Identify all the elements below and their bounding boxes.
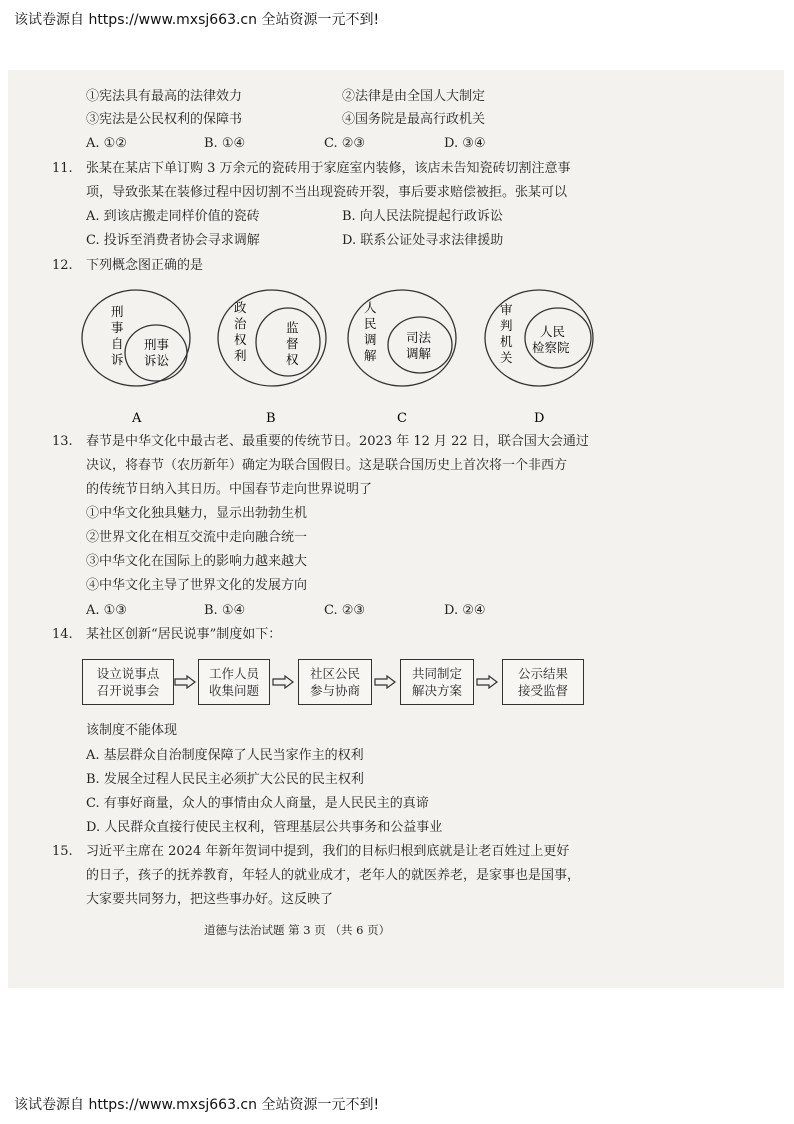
- q14-option-c: C. 有事好商量，众人的事情由众人商量，是人民民主的真谛: [86, 796, 429, 811]
- q14-option-a: A. 基层群众自治制度保障了人民当家作主的权利: [86, 748, 364, 763]
- diagram-b-outer-2: 治: [234, 316, 247, 331]
- flow-arrow-3-icon: [374, 675, 396, 689]
- q13-option-a: A. ①③: [86, 603, 127, 618]
- diagram-d-outer-4: 关: [500, 350, 513, 365]
- q14-option-b: B. 发展全过程人民民主必须扩大公民的民主权利: [86, 772, 364, 787]
- q12-number: 12.: [52, 258, 73, 273]
- q13-stem-line-2: 决议，将春节（农历新年）确定为联合国假日。这是联合国历史上首次将一个非西方: [86, 458, 568, 473]
- diagram-c-letter: C: [397, 411, 407, 426]
- diagram-a-inner-1: 刑事: [144, 337, 170, 352]
- q11-number: 11.: [52, 161, 73, 176]
- diagram-c-inner-1: 司法: [406, 330, 432, 345]
- flow-step-5-line-2: 接受监督: [517, 683, 568, 698]
- q11-stem-line-1: 张某在某店下单订购 3 万余元的瓷砖用于家庭室内装修，该店未告知瓷砖切割注意事: [86, 161, 571, 176]
- q13-option-d: D. ②④: [444, 603, 486, 618]
- diagram-c-outer-2: 民: [364, 316, 377, 331]
- diagram-a-inner-2: 诉讼: [144, 353, 170, 368]
- diagram-b-outer-3: 权: [234, 332, 247, 347]
- diagram-c-inner-2: 调解: [406, 346, 432, 361]
- flow-step-3-line-1: 社区公民: [309, 666, 360, 681]
- q11-option-a: A. 到该店搬走同样价值的瓷砖: [86, 209, 260, 224]
- q13-statement-2: ②世界文化在相互交流中走向融合统一: [86, 530, 308, 545]
- statement-2: ②法律是由全国人大制定: [342, 89, 486, 104]
- q15-stem-line-1: 习近平主席在 2024 年新年贺词中提到，我们的目标归根到底就是让老百姓过上更好: [86, 844, 570, 859]
- q14-prompt: 该制度不能体现: [86, 723, 178, 738]
- q13-statement-3: ③中华文化在国际上的影响力越来越大: [86, 554, 308, 569]
- flow-arrow-1-icon: [174, 675, 196, 689]
- diagram-a-outer-4: 诉: [111, 352, 124, 367]
- q11-option-c: C. 投诉至消费者协会寻求调解: [86, 233, 260, 248]
- flow-step-3: [298, 659, 372, 705]
- diagram-c: [348, 290, 456, 426]
- q15-number: 15.: [52, 844, 73, 859]
- q11-stem-line-2: 项，导致张某在装修过程中因切割不当出现瓷砖开裂，事后要求赔偿被拒。张某可以: [86, 185, 568, 200]
- flow-arrow-2-icon: [272, 675, 294, 689]
- source-banner-top: 该试卷源自 https://www.mxsj663.cn 全站资源一元不到!: [14, 12, 380, 28]
- option-b: B. ①④: [204, 136, 246, 151]
- q15-stem-line-2: 的日子，孩子的抚养教育，年轻人的就业成才，老年人的就医养老，是家事也是国事，: [86, 868, 581, 883]
- diagram-b-letter: B: [266, 411, 276, 426]
- flow-step-2-line-1: 工作人员: [208, 666, 259, 681]
- page-footer: 道德与法治试题 第 3 页 （共 6 页）: [204, 923, 391, 937]
- flow-step-2-line-2: 收集问题: [208, 683, 259, 698]
- q13-number: 13.: [52, 434, 73, 449]
- q14-stem: 某社区创新“居民说事”制度如下：: [86, 627, 282, 642]
- source-banner-bottom: 该试卷源自 https://www.mxsj663.cn 全站资源一元不到!: [14, 1097, 380, 1113]
- flow-step-1-line-2: 召开说事会: [96, 683, 160, 698]
- diagram-d-inner-2: 检察院: [532, 340, 570, 355]
- diagram-d: [485, 290, 593, 426]
- diagram-b-outer-1: 政: [234, 300, 247, 315]
- diagram-b-outer-4: 利: [234, 348, 247, 363]
- q14-number: 14.: [52, 627, 73, 642]
- diagram-d-letter: D: [534, 411, 545, 426]
- diagram-b-inner-2: 督: [286, 336, 299, 351]
- flow-step-5: [502, 659, 584, 705]
- option-d: D. ③④: [444, 136, 486, 151]
- concept-diagrams: [8, 70, 784, 430]
- diagram-a-letter: A: [132, 411, 142, 426]
- q13-stem-line-3: 的传统节日纳入其日历。中国春节走向世界说明了: [86, 482, 373, 497]
- q13-stem-line-1: 春节是中华文化中最古老、最重要的传统节日。2023 年 12 月 22 日，联合国大会通过: [86, 434, 589, 449]
- flow-step-3-line-2: 参与协商: [309, 683, 360, 698]
- flow-step-4-line-1: 共同制定: [411, 666, 462, 681]
- diagram-b-inner-1: 监: [286, 320, 299, 335]
- flow-step-4: [400, 659, 474, 705]
- diagram-c-outer-3: 调: [364, 332, 377, 347]
- diagram-a-outer-2: 事: [111, 320, 124, 335]
- q13-statement-4: ④中华文化主导了世界文化的发展方向: [86, 578, 308, 593]
- q15-stem-line-3: 大家要共同努力，把这些事办好。这反映了: [86, 892, 334, 907]
- diagram-b: [218, 290, 326, 426]
- diagram-a: [82, 290, 190, 426]
- q11-option-d: D. 联系公证处寻求法律援助: [342, 233, 504, 248]
- diagram-b-inner-3: 权: [286, 352, 299, 367]
- statement-1: ①宪法具有最高的法律效力: [86, 89, 243, 104]
- flow-arrow-4-icon: [476, 675, 498, 689]
- flow-step-4-line-2: 解决方案: [411, 683, 462, 698]
- diagram-c-outer-4: 解: [364, 348, 377, 363]
- diagram-a-outer-3: 自: [111, 336, 124, 351]
- q13-option-c: C. ②③: [324, 603, 366, 618]
- diagram-d-outer-2: 判: [500, 318, 513, 333]
- statement-3: ③宪法是公民权利的保障书: [86, 112, 243, 127]
- statement-4: ④国务院是最高行政机关: [342, 112, 486, 127]
- q13-option-b: B. ①④: [204, 603, 246, 618]
- q11-option-b: B. 向人民法院提起行政诉讼: [342, 209, 503, 224]
- q14-option-d: D. 人民群众直接行使民主权利，管理基层公共事务和公益事业: [86, 820, 443, 835]
- option-c: C. ②③: [324, 136, 366, 151]
- q13-statement-1: ①中华文化独具魅力，显示出勃勃生机: [86, 506, 308, 521]
- diagram-d-outer-3: 机: [500, 334, 513, 349]
- option-a: A. ①②: [86, 136, 127, 151]
- flow-step-1-line-1: 设立说事点: [96, 666, 160, 681]
- q12-stem: 下列概念图正确的是: [86, 258, 204, 273]
- diagram-a-outer-1: 刑: [111, 304, 124, 319]
- diagram-d-outer-1: 审: [500, 302, 513, 317]
- flow-step-1: [82, 659, 174, 705]
- flow-step-2: [198, 659, 270, 705]
- exam-page-scan: [8, 70, 784, 988]
- diagram-c-outer-1: 人: [364, 300, 377, 315]
- flow-step-5-line-1: 公示结果: [517, 666, 568, 681]
- diagram-d-inner-1: 人民: [540, 324, 566, 339]
